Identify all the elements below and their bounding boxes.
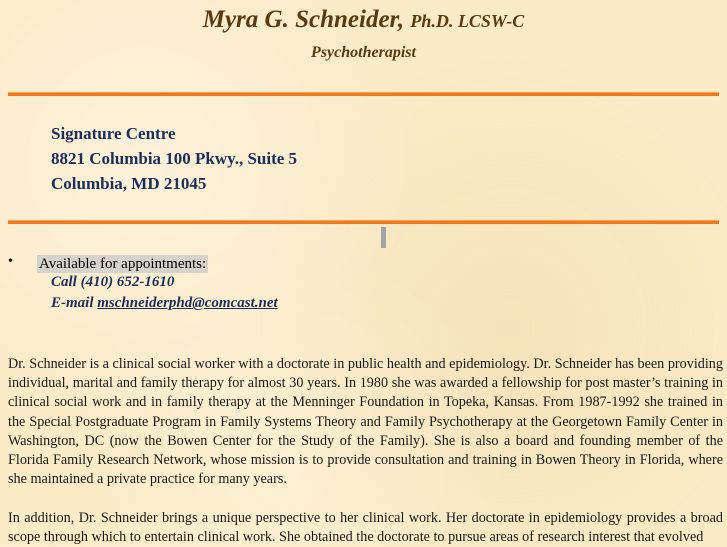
divider-top bbox=[8, 92, 719, 96]
availability-label: Available for appointments: bbox=[39, 256, 207, 272]
credentials: Ph.D. LCSW-C bbox=[410, 11, 525, 31]
address-line-1: Signature Centre bbox=[51, 124, 176, 143]
page-title bbox=[0, 6, 727, 34]
office-address bbox=[51, 121, 297, 196]
email-contact bbox=[51, 295, 278, 312]
address-line-2: 8821 Columbia 100 Pkwy., Suite 5 bbox=[51, 149, 298, 168]
bullet-icon: • bbox=[8, 254, 13, 269]
phone-contact: Call (410) 652-1610 bbox=[51, 274, 175, 290]
bio-paragraph-2: In addition, Dr. Schneider brings a unique perspective to her clinical work. Her doctorate in epidemiology provides a broad scope through which to entertain clinical work. She obtained the doctorate to pursue areas of research interest that evolved bbox=[8, 510, 723, 546]
scroll-marker bbox=[381, 227, 386, 248]
bio-paragraph-1: Dr. Schneider is a clinical social worker with a doctorate in public health and epidemiology. Dr. Schneider has been providing individual, marital and family therapy for almost 30 years. In 1980 she was awarded a fellowship for post master’s training in clinical social work and in family therapy at the Menninger Foundation in Topeka, Kansas. From 1987-1992 she trained in the Special Postgraduate Program in Family Systems Theory and Family Psychotherapy at the Georgetown Family Center in Washington, DC (now the Bowen Center for the Study of the Family). She is also a board and founding member of the Florida Family Research Network, whose mission is to provide consultation and training in Bowen Theory in Florida, where she maintained a private practice for many years. bbox=[8, 356, 723, 488]
email-link[interactable]: mschneiderphd@comcast.net bbox=[97, 295, 278, 311]
address-line-3: Columbia, MD 21045 bbox=[51, 174, 207, 193]
email-prefix: E-mail bbox=[51, 295, 94, 311]
divider-bottom bbox=[8, 220, 719, 224]
practitioner-name: Myra G. Schneider, bbox=[202, 6, 405, 33]
subtitle: Psychotherapist bbox=[311, 44, 416, 61]
